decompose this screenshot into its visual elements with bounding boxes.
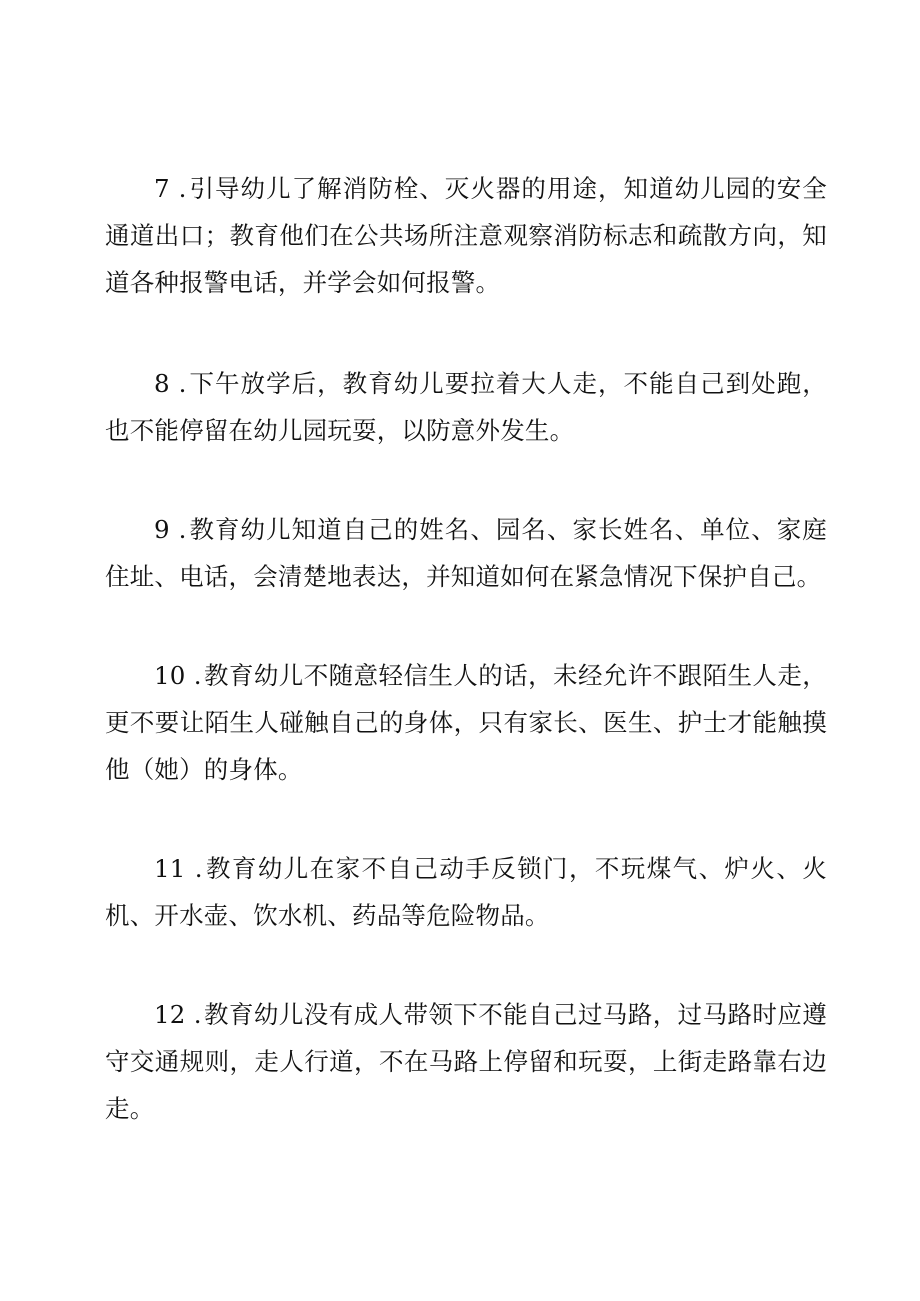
item-text: 教育幼儿知道自己的姓名、园名、家长姓名、单位、家庭住址、电话，会清楚地表达，并知道如何在紧急情况下保护自己。 bbox=[105, 515, 827, 591]
item-text: 引导幼儿了解消防栓、灭火器的用途，知道幼儿园的安全通道出口；教育他们在公共场所注意观察消防标志和疏散方向，知道各种报警电话，并学会如何报警。 bbox=[105, 174, 827, 297]
item-separator: . bbox=[178, 369, 187, 398]
item-number: 9 bbox=[154, 515, 170, 544]
item-number: 7 bbox=[154, 174, 170, 203]
item-text: 教育幼儿不随意轻信生人的话，未经允许不跟陌生人走，更不要让陌生人碰触自己的身体，只有家长、医生、护士才能触摸他（她）的身体。 bbox=[105, 661, 827, 784]
item-number: 8 bbox=[154, 369, 170, 398]
item-number: 11 bbox=[154, 854, 186, 883]
item-text: 下午放学后，教育幼儿要拉着大人走，不能自己到处跑，也不能停留在幼儿园玩耍，以防意外发生。 bbox=[105, 369, 827, 445]
item-number: 10 bbox=[154, 661, 186, 690]
list-item-7 bbox=[105, 165, 827, 306]
item-separator: . bbox=[193, 1000, 202, 1029]
list-item-8 bbox=[105, 360, 827, 454]
item-separator: . bbox=[194, 854, 203, 883]
item-separator: . bbox=[178, 174, 187, 203]
item-text: 教育幼儿在家不自己动手反锁门，不玩煤气、炉火、火机、开水壶、饮水机、药品等危险物品。 bbox=[105, 854, 827, 930]
item-separator: . bbox=[178, 515, 187, 544]
item-number: 12 bbox=[154, 1000, 186, 1029]
list-item-9 bbox=[105, 506, 827, 600]
list-item-12 bbox=[105, 991, 827, 1132]
item-text: 教育幼儿没有成人带领下不能自己过马路，过马路时应遵守交通规则，走人行道，不在马路上停留和玩耍，上街走路靠右边走。 bbox=[105, 1000, 827, 1123]
item-separator: . bbox=[193, 661, 202, 690]
list-item-10 bbox=[105, 652, 827, 793]
list-item-11 bbox=[105, 845, 827, 939]
